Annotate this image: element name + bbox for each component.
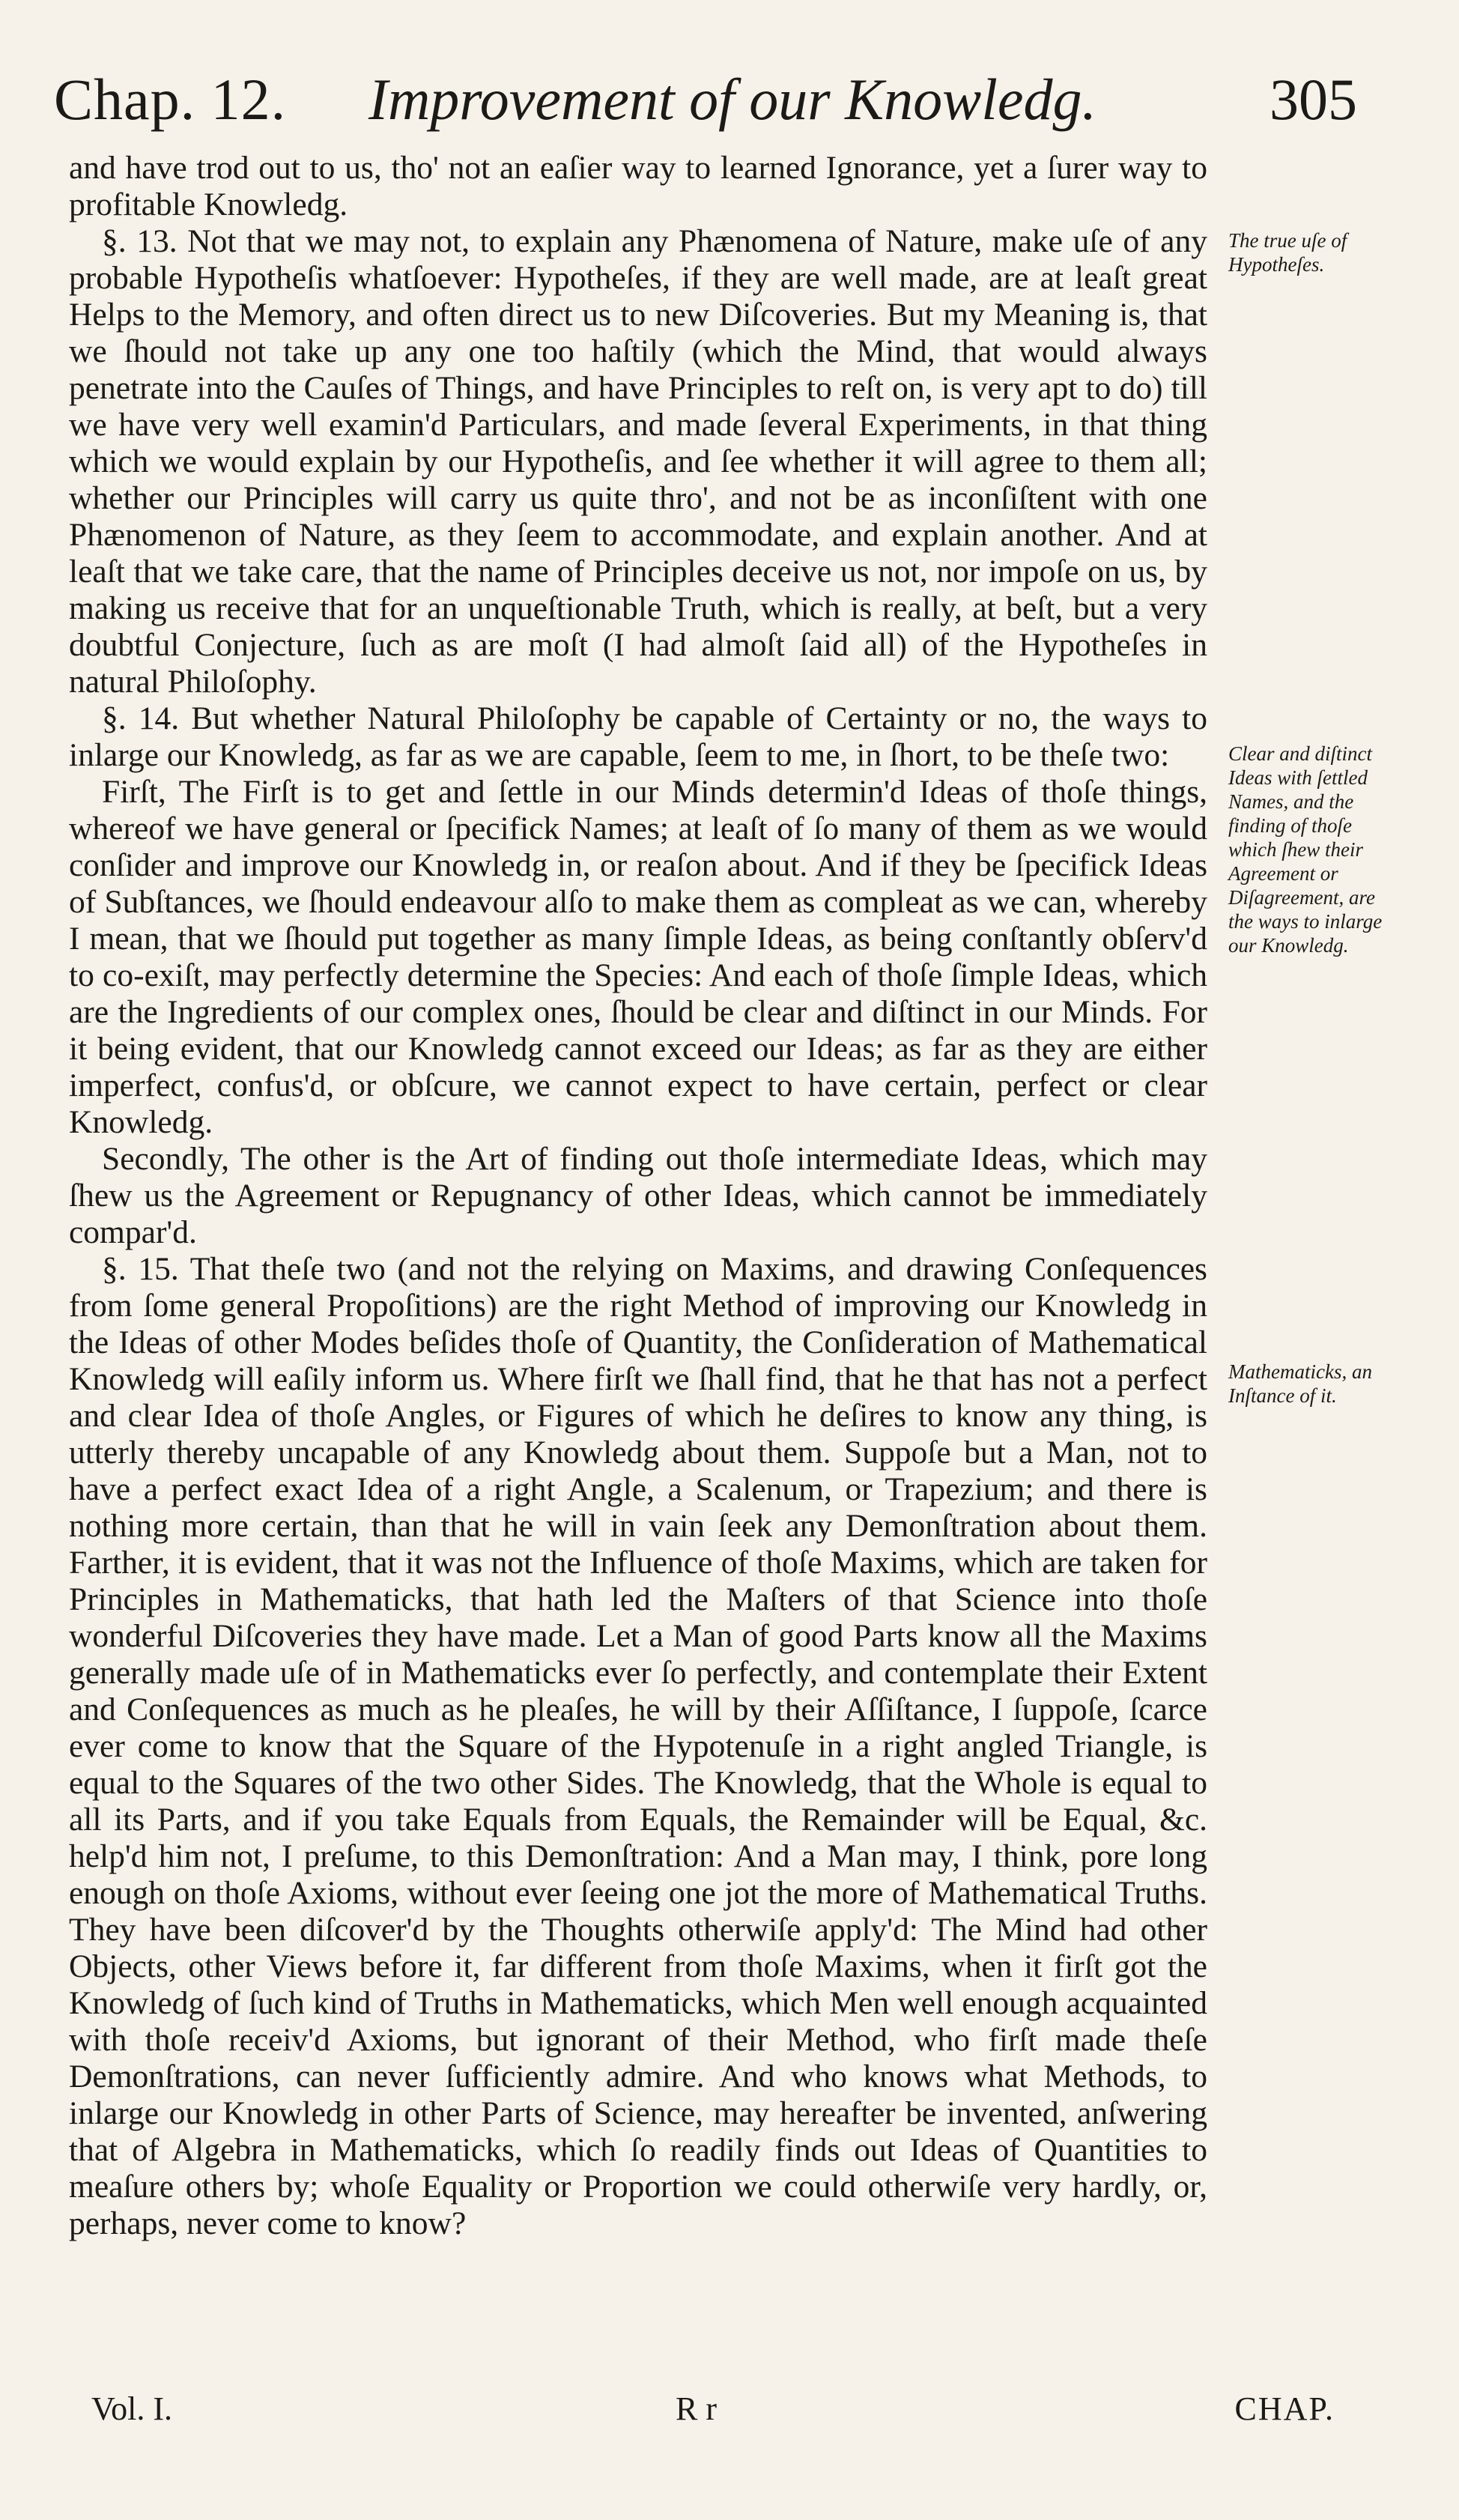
paragraph-section-14: §. 14. But whether Natural Philoſophy be capable of Certainty or no, the ways to inlarge our Knowledg, as far as we are capable, ſeem to me, in ſhort, to be theſe two: bbox=[69, 700, 1207, 773]
main-text bbox=[69, 150, 1207, 2242]
signature-mark: R r bbox=[676, 2390, 717, 2427]
margin-note-mathematicks: Mathematicks, an Inſtance of it. bbox=[1228, 1360, 1372, 1407]
volume-label: Vol. I. bbox=[91, 2390, 172, 2427]
running-header bbox=[54, 66, 1357, 148]
page-footer bbox=[69, 2390, 1335, 2435]
paragraph-section-13: §. 13. Not that we may not, to explain any Phænomena of Nature, make uſe of any probable Hypotheſis whatſoever: Hypotheſes, if they are well made, are at leaſt great Helps to the Memory, and often direct us to new Diſcoveries. But my Meaning is, that we ſhould not take up any one too haſtily (which the Mind, that would always penetrate into the Cauſes of Things, and have Principles to reſt on, is very apt to do) till we have very well examin'd Particulars, and made ſeveral Experiments, in that thing which we would explain by our Hypotheſis, and ſee whether it will agree to them all; whether our Principles will carry us quite thro', and not be as inconſiſtent with one Phænomenon of Nature, as they ſeem to accommodate, and explain another. And at leaſt that we take care, that the name of Principles deceive us not, nor impoſe on us, by making us receive that for an unqueſtionable Truth, which is really, at beſt, but a very doubtful Conjecture, ſuch as are moſt (I had almoſt ſaid all) of the Hypotheſes in natural Philoſophy. bbox=[69, 223, 1207, 700]
catchword: CHAP. bbox=[1234, 2390, 1335, 2427]
paragraph-section-15: §. 15. That theſe two (and not the relying on Maxims, and drawing Conſequences from ſome general Propoſitions) are the right Method of improving our Knowledg in the Ideas of other Modes beſides thoſe of Quantity, the Conſideration of Mathematical Knowledg will eaſily inform us. Where firſt we ſhall find, that he that has not a perfect and clear Idea of thoſe Angles, or Figures of which he deſires to know any thing, is utterly thereby uncapable of any Knowledg about them. Suppoſe but a Man, not to have a perfect exact Idea of a right Angle, a Scalenum, or Trapezium; and there is nothing more certain, than that he will in vain ſeek any Demonſtration about them. Farther, it is evident, that it was not the Influence of thoſe Maxims, which are taken for Principles in Mathematicks, that hath led the Maſters of that Science into thoſe wonderful Diſcoveries they have made. Let a Man of good Parts know all the Maxims generally made uſe of in Mathematicks ever ſo perfectly, and contemplate their Extent and Conſequences as much as he pleaſes, he will by their Aſſiſtance, I ſuppoſe, ſcarce ever come to know that the Square of the Hypotenuſe in a right angled Triangle, is equal to the Squares of the two other Sides. The Knowledg, that the Whole is equal to all its Parts, and if you take Equals from Equals, the Remainder will be Equal, &c. help'd him not, I preſume, to this Demonſtration: And a Man may, I think, pore long enough on thoſe Axioms, without ever ſeeing one jot the more of Mathematical Truths. They have been diſcover'd by the Thoughts otherwiſe apply'd: The Mind had other Objects, other Views before it, far different from thoſe Maxims, when it firſt got the Knowledg of ſuch kind of Truths in Mathematicks, which Men well enough acquainted with thoſe receiv'd Axioms, but ignorant of their Method, who firſt made theſe Demonſtrations, can never ſufficiently admire. And who knows what Methods, to inlarge our Knowledg in other Parts of Science, may hereafter be invented, anſwering that of Algebra in Mathematicks, which ſo readily finds out Ideas of Quantities to meaſure others by; whoſe Equality or Proportion we could otherwiſe very hardly, or, perhaps, never come to know? bbox=[69, 1251, 1207, 2241]
page-number: 305 bbox=[1270, 67, 1357, 132]
running-title: Improvement of our Knowledg. bbox=[368, 67, 1096, 132]
paragraph-first: Firſt, The Firſt is to get and ſettle in our Minds determin'd Ideas of thoſe things, whereof we have general or ſpecifick Names; at leaſt of ſo many of them as we would conſider and improve our Knowledg in, or reaſon about. And if they be ſpecifick Ideas of Subſtances, we ſhould endeavour alſo to make them as compleat as we can, whereby I mean, that we ſhould put together as many ſimple Ideas, as being conſtantly obſerv'd to co-exiſt, may perfectly determine the Species: And each of thoſe ſimple Ideas, which are the Ingredients of our complex ones, ſhould be clear and diſtinct in our Minds. For it being evident, that our Knowledg cannot exceed our Ideas; as far as they are either imperfect, confus'd, or obſcure, we cannot expect to have certain, perfect or clear Knowledg. bbox=[69, 774, 1207, 1140]
paragraph-continuation: and have trod out to us, tho' not an eaſier way to learned Ignorance, yet a ſurer way to profitable Knowledg. bbox=[69, 150, 1207, 222]
paragraph-secondly: Secondly, The other is the Art of finding out thoſe intermediate Ideas, which may ſhew us the Agreement or Repugnancy of other Ideas, which cannot be immediately compar'd. bbox=[69, 1141, 1207, 1250]
margin-note-clear-ideas: Clear and diſtinct Ideas with ſettled Names, and the finding of thoſe which ſhew their Agreement or Diſagreement, are the ways to inlarge our Knowledg. bbox=[1228, 742, 1383, 957]
margin-note-hypotheses: The true uſe of Hypotheſes. bbox=[1228, 229, 1347, 276]
chapter-label: Chap. 12. bbox=[54, 67, 287, 132]
